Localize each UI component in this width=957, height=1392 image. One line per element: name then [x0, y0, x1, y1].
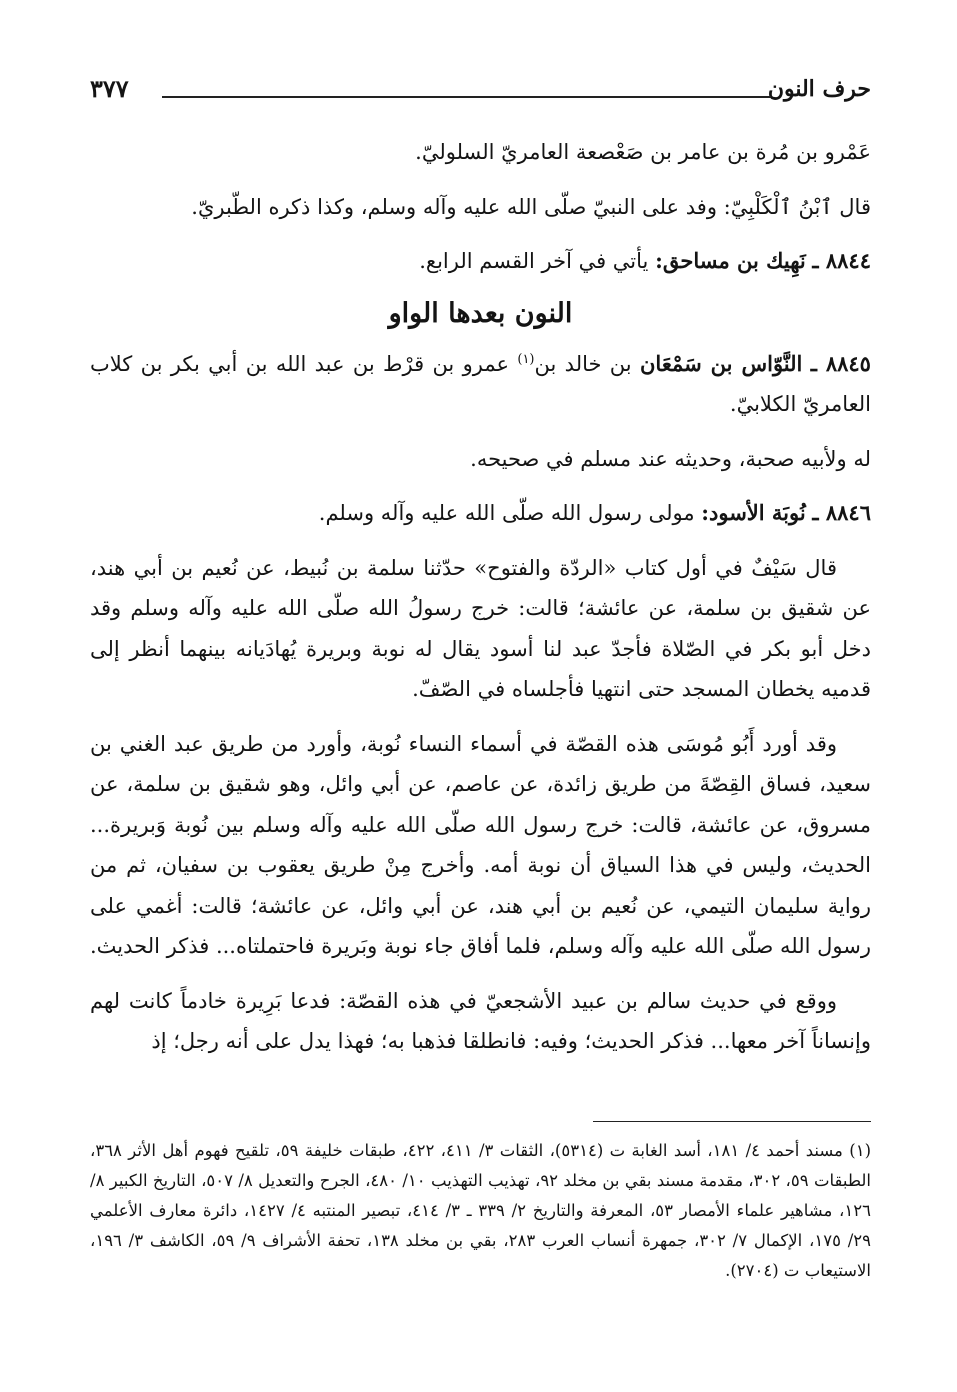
paragraph-kalbi: قال ٱبْنُ ٱلْكَلْبِيّ: وفد على النبيّ صلّى الله عليه وآله وسلم، وكذا ذكره الطّبريّ.	[191, 194, 871, 219]
footnote-separator	[593, 1121, 871, 1122]
entry-8844	[90, 241, 871, 282]
entry-name: النَّوّاس بن سَمْعَان	[640, 350, 803, 376]
footnotes	[90, 1136, 871, 1286]
entry-number: ٨٨٤٥ ـ	[810, 350, 871, 376]
entry-name: نُوبَة الأسود:	[701, 500, 806, 525]
entry-text: بن خالد بن	[534, 351, 632, 376]
paragraph-lineage: عَمْرو بن مُرة بن عامر بن صَعْصعة العامريّ السلوليّ.	[415, 140, 871, 164]
paragraph-abu-musa: وقد أورد أَبُو مُوسَى هذه القصّة في أسماء النساء نُوبة، وأورد من طريق عبد الغني بن سعيد، فساق القِصّةَ من طريق زائدة، عن عاصم، عن أبي وائل، وهو شقيق بن سلمة، عن مسروق، عن عائشة، قالت: خرج رسول الله صلّى الله عليه وآله وسلم بين نُوبة وَبريرة... الحديث، وليس في هذا السياق أن نوبة أمه. وأخرج مِنْ طريق يعقوب بن سفيان، ثم من رواية سليمان التيمي، عن نُعيم بن أبي هند، عن أبي وائل، عن عائشة؛ قالت: أغمي على رسول الله صلّى الله عليه وآله وسلم، فلما أفاق جاء نوبة وبَريرة فاحتملتاه... فذكر الحديث.	[90, 731, 871, 958]
footnote-ref[interactable]: (١)	[517, 351, 535, 367]
main-text	[90, 132, 871, 1062]
paragraph-sahaba: له ولأبيه صحبة، وحديثه عند مسلم في صحيحه.	[470, 446, 871, 471]
footnote-1: (١) مسند أحمد ٤/ ١٨١، أسد الغابة ت (٥٣١٤)، الثقات ٣/ ٤١١، ٤٢٢، طبقات خليفة ٥٩، تلقيح فهوم أهل الأثر ٣٦٨، الطبقات ٥٩، ٣٠٢، مقدمة مسند بقي بن مخلد ٩٢، تهذيب التهذيب ١٠/ ٤٨٠، الجرح والتعديل ٨/ ٥٠٧، التاريخ الكبير ٨/ ١٢٦، مشاهير علماء الأمصار ٥٣، المعرفة والتاريخ ٢/ ٣٣٩ ـ ٣/ ٤١٤، تبصير المنتبه ٤/ ١٤٢٧، دائرة معارف الأعلمي ٢٩/ ١٧٥، الإكمال ٧/ ٣٠٢، جمهرة أنساب العرب ٢٨٣، بقي بن مخلد ١٣٨، تحفة الأشراف ٩/ ٥٩، الكاشف ٣/ ١٩٦، الاستيعاب ت (٢٧٠٤).	[90, 1141, 872, 1280]
entry-8845	[90, 344, 871, 425]
entry-number: ٨٨٤٤ ـ	[812, 248, 871, 273]
entry-text: يأتي في آخر القسم الرابع.	[419, 249, 649, 273]
entry-8846	[90, 493, 871, 534]
entry-number: ٨٨٤٦ ـ	[812, 500, 871, 525]
page-number: ٣٧٧	[90, 74, 129, 103]
section-title: النون بعدها الواو	[388, 297, 573, 329]
paragraph-salim: ووقع في حديث سالم بن عبيد الأشجعيّ في هذه القصّة: فدعا بَرِيرة خادماً كانت لهم وإنساناً آخر معها... فذكر الحديث؛ وفيه: فانطلقا فذهبا به؛ فهذا يدل على أنه رجل؛ إذ	[90, 988, 871, 1053]
entry-name: نَهِيك بن مساحق:	[655, 248, 806, 273]
entry-text: عمرو بن قرْط بن عبد الله بن أبي بكر بن كلاب العامريّ الكلابيّ.	[90, 351, 871, 416]
chapter-title: حرف النون	[767, 76, 871, 102]
header-rule	[162, 96, 771, 98]
paragraph-sayf: قال سَيْفٌ في أول كتاب «الردّة والفتوح» حدّثنا سلمة بن نُبيط، عن نُعيم بن أبي هند، عن شقيق بن سلمة، عن عائشة؛ قالت: خرج رسولُ الله صلّى الله عليه وآله وسلم وقد دخل أبو بكر في الصّلاة فأجدّ عبد لنا أسود يقال له نوبة وبريرة يُهادَيانه بينهما أنظر إلى قدميه يخطان المسجد حتى انتهيا فأجلساه في الصّفّ.	[90, 555, 871, 701]
entry-text: مولى رسول الله صلّى الله عليه وآله وسلم.	[318, 501, 695, 525]
page-header	[90, 72, 871, 112]
